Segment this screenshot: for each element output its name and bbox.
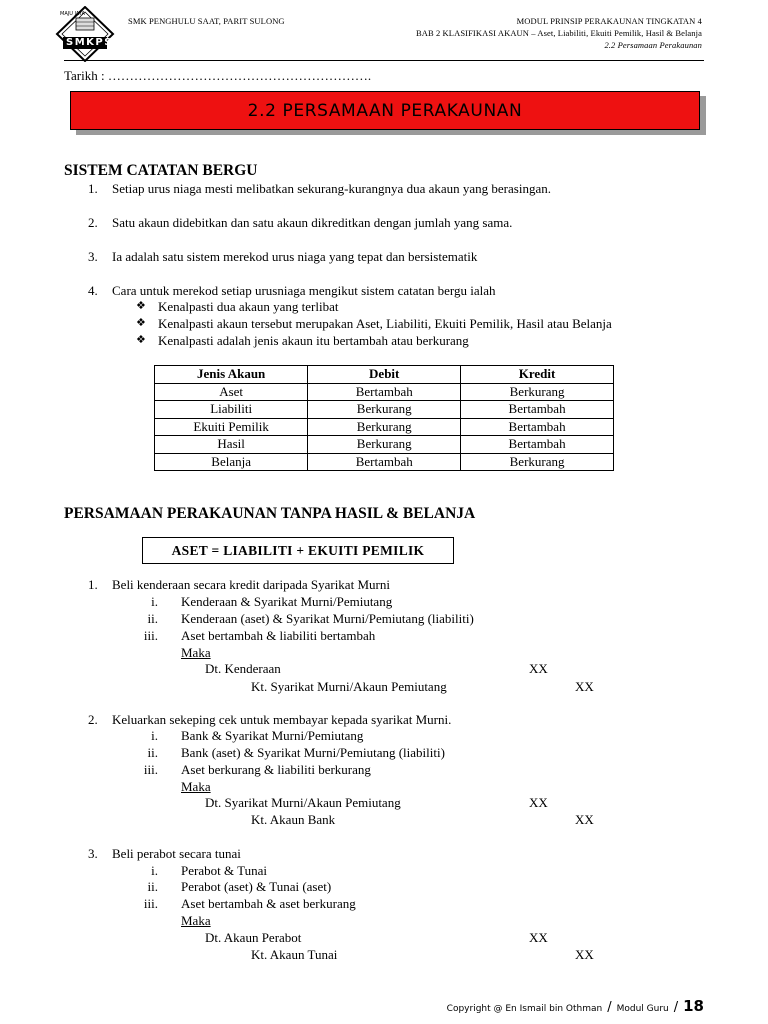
sub-text: Aset berkurang & liabiliti berkurang xyxy=(181,762,371,777)
table-cell: Berkurang xyxy=(461,383,614,401)
chapter-title: BAB 2 KLASIFIKASI AKAUN – Aset, Liabiliti, Ekuiti Pemilik, Hasil & Belanja xyxy=(415,28,702,38)
sub-text: Perabot & Tunai xyxy=(181,863,267,878)
table-cell: Bertambah xyxy=(308,453,461,471)
bullet-icon: ❖ xyxy=(136,333,146,346)
journal-credit: Kt. Akaun Tunai xyxy=(251,947,338,962)
subsection-title: 2.2 Persamaan Perakaunan xyxy=(604,40,702,50)
date-line: Tarikh : ……………………………………………………. xyxy=(64,68,372,83)
table-cell: Aset xyxy=(155,383,308,401)
sub-number: i. xyxy=(151,728,158,743)
table-cell: Bertambah xyxy=(461,418,614,436)
amount-debit: XX xyxy=(529,930,548,945)
page-title-text: 2.2 PERSAMAAN PERAKAUNAN xyxy=(247,100,523,121)
maka-label: Maka xyxy=(181,913,211,928)
sub-text: Bank & Syarikat Murni/Pemiutang xyxy=(181,728,364,743)
table-cell: Bertambah xyxy=(461,436,614,454)
item-number: 3. xyxy=(88,249,98,264)
amount-debit: XX xyxy=(529,661,548,676)
sub-number: i. xyxy=(151,594,158,609)
maka-label: Maka xyxy=(181,779,211,794)
example-number: 2. xyxy=(88,712,98,727)
section-heading-sistem: SISTEM CATATAN BERGU xyxy=(64,162,258,179)
table-cell: Liabiliti xyxy=(155,401,308,419)
equation-text: ASET = LIABILITI + EKUITI PEMILIK xyxy=(171,542,425,558)
bullet-icon: ❖ xyxy=(136,316,146,329)
sub-text: Bank (aset) & Syarikat Murni/Pemiutang (liabiliti) xyxy=(181,745,445,760)
table-cell: Berkurang xyxy=(308,436,461,454)
sub-text: Kenderaan & Syarikat Murni/Pemiutang xyxy=(181,594,393,609)
example-text: Beli perabot secara tunai xyxy=(112,846,241,861)
example-number: 1. xyxy=(88,577,98,592)
column-header: Debit xyxy=(308,366,461,384)
sub-number: iii. xyxy=(143,762,158,777)
sub-text: Perabot (aset) & Tunai (aset) xyxy=(181,879,332,894)
sub-text: Aset bertambah & liabiliti bertambah xyxy=(181,628,376,643)
item-number: 1. xyxy=(88,181,98,196)
table-cell: Ekuiti Pemilik xyxy=(155,418,308,436)
item-text: Setiap urus niaga mesti melibatkan sekurang-kurangnya dua akaun yang berasingan. xyxy=(112,181,551,196)
page-number: 18 xyxy=(683,997,704,1015)
accounting-equation xyxy=(142,537,454,564)
footer-separator: / xyxy=(607,1000,612,1015)
page-footer xyxy=(447,997,704,1015)
table-cell: Bertambah xyxy=(461,401,614,419)
account-type-table xyxy=(154,365,614,471)
journal-debit: Dt. Akaun Perabot xyxy=(205,930,302,945)
logo-text: SMKPS xyxy=(66,37,113,48)
example-text: Beli kenderaan secara kredit daripada Syarikat Murni xyxy=(112,577,390,592)
table-cell: Bertambah xyxy=(308,383,461,401)
table-row xyxy=(155,453,614,471)
example-text: Keluarkan sekeping cek untuk membayar kepada syarikat Murni. xyxy=(112,712,452,727)
amount-credit: XX xyxy=(575,812,594,827)
table-cell: Berkurang xyxy=(308,401,461,419)
table-cell: Berkurang xyxy=(308,418,461,436)
footer-copyright: Copyright @ En Ismail bin Othman xyxy=(446,1004,603,1014)
column-header: Kredit xyxy=(461,366,614,384)
bullet-text: Kenalpasti dua akaun yang terlibat xyxy=(158,299,339,314)
table-cell: Belanja xyxy=(155,453,308,471)
amount-debit: XX xyxy=(529,795,548,810)
section-heading-persamaan: PERSAMAAN PERAKAUNAN TANPA HASIL & BELANJA xyxy=(64,505,476,522)
table-row xyxy=(155,418,614,436)
example-number: 3. xyxy=(88,846,98,861)
journal-credit: Kt. Akaun Bank xyxy=(251,812,336,827)
module-title: MODUL PRINSIP PERAKAUNAN TINGKATAN 4 xyxy=(516,16,702,26)
amount-credit: XX xyxy=(575,679,594,694)
maka-label: Maka xyxy=(181,645,211,660)
footer-guide: Modul Guru xyxy=(616,1004,669,1014)
school-name: SMK PENGHULU SAAT, PARIT SULONG xyxy=(128,16,285,26)
bullet-icon: ❖ xyxy=(136,299,146,312)
table-row xyxy=(155,401,614,419)
item-text: Ia adalah satu sistem merekod urus niaga yang tepat dan bersistematik xyxy=(112,249,478,264)
footer-separator: / xyxy=(673,1000,679,1015)
page-title xyxy=(70,91,700,130)
sub-number: ii. xyxy=(147,745,158,760)
sub-number: ii. xyxy=(147,611,158,626)
sub-text: Aset bertambah & aset berkurang xyxy=(181,896,356,911)
table-cell: Hasil xyxy=(155,436,308,454)
journal-debit: Dt. Kenderaan xyxy=(205,661,281,676)
column-header: Jenis Akaun xyxy=(155,366,308,384)
sub-number: ii. xyxy=(147,879,158,894)
sub-number: iii. xyxy=(143,628,158,643)
header-rule xyxy=(64,60,704,61)
item-number: 4. xyxy=(88,283,98,298)
sub-text: Kenderaan (aset) & Syarikat Murni/Pemiutang (liabiliti) xyxy=(181,611,474,626)
logo-motto: MAJU JAYA xyxy=(60,11,85,17)
item-text: Satu akaun didebitkan dan satu akaun dikreditkan dengan jumlah yang sama. xyxy=(112,215,513,230)
amount-credit: XX xyxy=(575,947,594,962)
journal-credit: Kt. Syarikat Murni/Akaun Pemiutang xyxy=(251,679,447,694)
school-logo xyxy=(54,6,116,62)
item-text: Cara untuk merekod setiap urusniaga mengikut sistem catatan bergu ialah xyxy=(112,283,496,298)
table-row xyxy=(155,436,614,454)
table-header-row xyxy=(155,366,614,384)
table-row xyxy=(155,383,614,401)
table-cell: Berkurang xyxy=(461,453,614,471)
sub-number: iii. xyxy=(143,896,158,911)
journal-debit: Dt. Syarikat Murni/Akaun Pemiutang xyxy=(205,795,401,810)
bullet-text: Kenalpasti akaun tersebut merupakan Aset, Liabiliti, Ekuiti Pemilik, Hasil atau Belanja xyxy=(158,316,612,331)
bullet-text: Kenalpasti adalah jenis akaun itu bertambah atau berkurang xyxy=(158,333,469,348)
sub-number: i. xyxy=(151,863,158,878)
item-number: 2. xyxy=(88,215,98,230)
